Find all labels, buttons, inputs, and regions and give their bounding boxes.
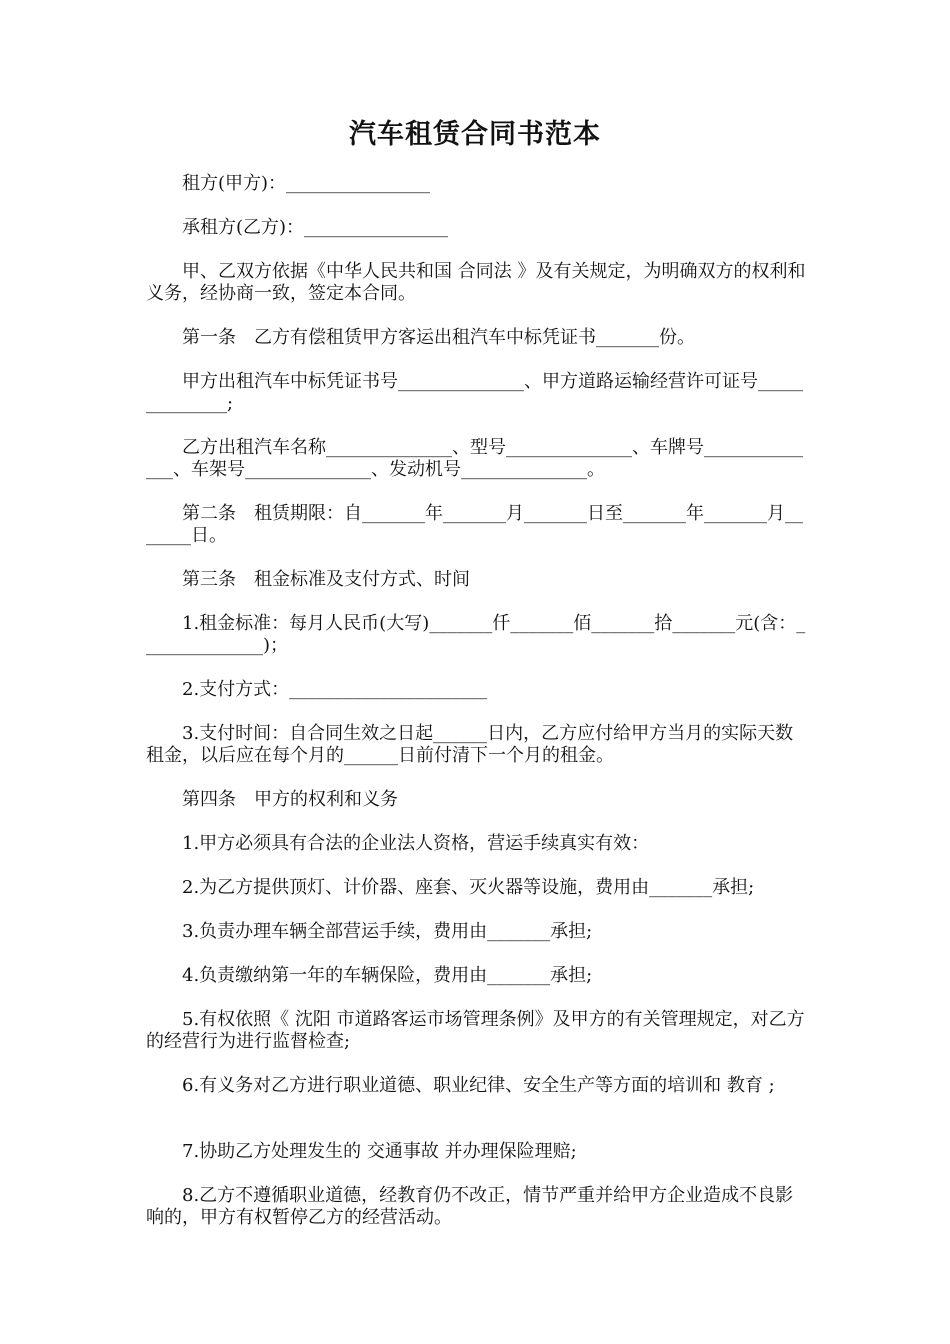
clause-lessor: 租方(甲方)：________________ [182, 173, 431, 194]
article-1-vehicle-details: 乙方出租汽车名称______________、型号______________、车牌号______________、车架号______________、发动机号______________。 [146, 437, 803, 480]
document-title: 汽车租赁合同书范本 [349, 119, 601, 150]
article-3-item-2: 2.支付方式：______________________ [182, 679, 488, 700]
article-4-item-4: 4.负责缴纳第一年的车辆保险，费用由_______承担; [182, 965, 593, 986]
article-4-item-7: 7.协助乙方处理发生的 交通事故 并办理保险理赔; [182, 1141, 577, 1162]
article-4-item-3: 3.负责办理车辆全部营运手续，费用由_______承担; [182, 921, 593, 942]
article-4: 第四条 甲方的权利和义务 [182, 789, 398, 810]
article-1-certificate-numbers: 甲方出租汽车中标凭证书号______________、甲方道路运输经营许可证号______________; [146, 371, 803, 414]
article-4-item-8: 8.乙方不遵循职业道德，经教育仍不改正，情节严重并给甲方企业造成不良影响的，甲方有权暂停乙方的经营活动。 [146, 1185, 794, 1228]
clause-lessee: 承租方(乙方)：________________ [182, 217, 449, 238]
article-4-item-6: 6.有义务对乙方进行职业道德、职业纪律、安全生产等方面的培训和 教育 ; [182, 1075, 775, 1096]
preamble: 甲、乙双方依据《中华人民共和国 合同法 》及有关规定，为明确双方的权利和义务，经协商一致，签定本合同。 [146, 261, 806, 304]
article-1: 第一条 乙方有偿租赁甲方客运出租汽车中标凭证书_______份。 [182, 327, 695, 348]
article-3-item-1: 1.租金标准：每月人民币(大写)_______仟_______佰_______拾_______元(含：______________)； [146, 613, 806, 656]
article-2: 第二条 租赁期限：自_______年_______月_______日至_______年_______月_______日。 [146, 503, 803, 546]
article-3-item-3: 3.支付时间：自合同生效之日起______日内，乙方应付给甲方当月的实际天数租金，以后应在每个月的______日前付清下一个月的租金。 [146, 723, 794, 766]
article-3: 第三条 租金标准及支付方式、时间 [182, 569, 470, 590]
article-4-item-5: 5.有权依照《 沈阳 市道路客运市场管理条例》及甲方的有关管理规定，对乙方的经营行为进行监督检查; [146, 1009, 805, 1052]
article-4-item-2: 2.为乙方提供顶灯、计价器、座套、灭火器等设施，费用由_______承担; [182, 877, 755, 898]
article-4-item-1: 1.甲方必须具有合法的企业法人资格，营运手续真实有效： [182, 833, 650, 854]
